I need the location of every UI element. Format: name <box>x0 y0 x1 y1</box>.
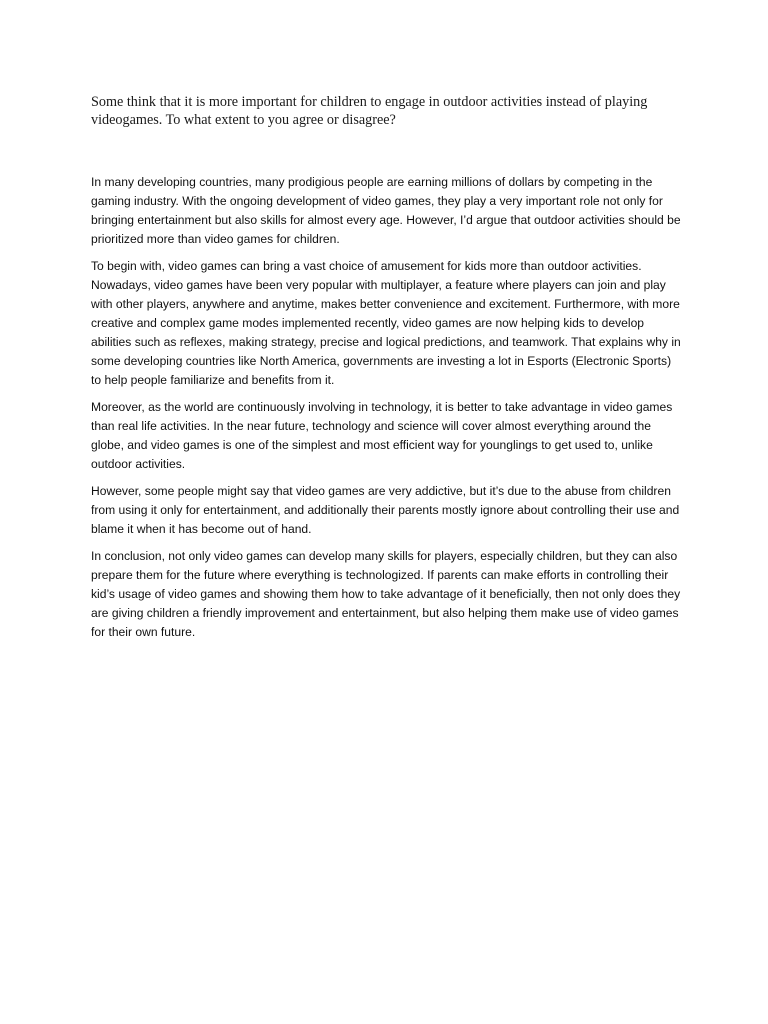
essay-body <box>91 173 681 650</box>
essay-paragraph-intro: In many developing countries, many prodigious people are earning millions of dollars by competing in the gaming industry. With the ongoing development of video games, they play a very important role not only for bringing entertainment but also skills for almost every age. However, I’d argue that outdoor activities should be prioritized more than video games for children. <box>91 175 681 246</box>
essay-paragraph-body-1: To begin with, video games can bring a vast choice of amusement for kids more than outdoor activities. Nowadays, video games have been very popular with multiplayer, a feature where players can join and play with other players, anywhere and anytime, makes better convenience and excitement. Furthermore, with more creative and complex game modes implemented recently, video games are now helping kids to develop abilities such as reflexes, making strategy, precise and logical predictions, and teamwork. That explains why in some developing countries like North America, governments are investing a lot in Esports (Electronic Sports) to help people familiarize and benefits from it. <box>91 259 681 387</box>
essay-paragraph-body-2: Moreover, as the world are continuously involving in technology, it is better to take advantage in video games than real life activities. In the near future, technology and science will cover almost everything around the globe, and video games is one of the simplest and most efficient way for younglings to get used to, unlike outdoor activities. <box>91 400 673 471</box>
essay-paragraph-body-3: However, some people might say that video games are very addictive, but it’s due to the abuse from children from using it only for entertainment, and additionally their parents mostly ignore about controlling their use and blame it when it has become out of hand. <box>91 484 680 536</box>
essay-prompt: Some think that it is more important for children to engage in outdoor activities instead of playing videogames. To what extent to you agree or disagree? <box>91 94 648 128</box>
essay-paragraph-conclusion: In conclusion, not only video games can develop many skills for players, especially children, but they can also prepare them for the future where everything is technologized. If parents can make efforts in controlling their kid’s usage of video games and showing them how to take advantage of it beneficially, then not only does they are giving children a friendly improvement and entertainment, but also helping them make use of video games for their own future. <box>91 549 681 639</box>
